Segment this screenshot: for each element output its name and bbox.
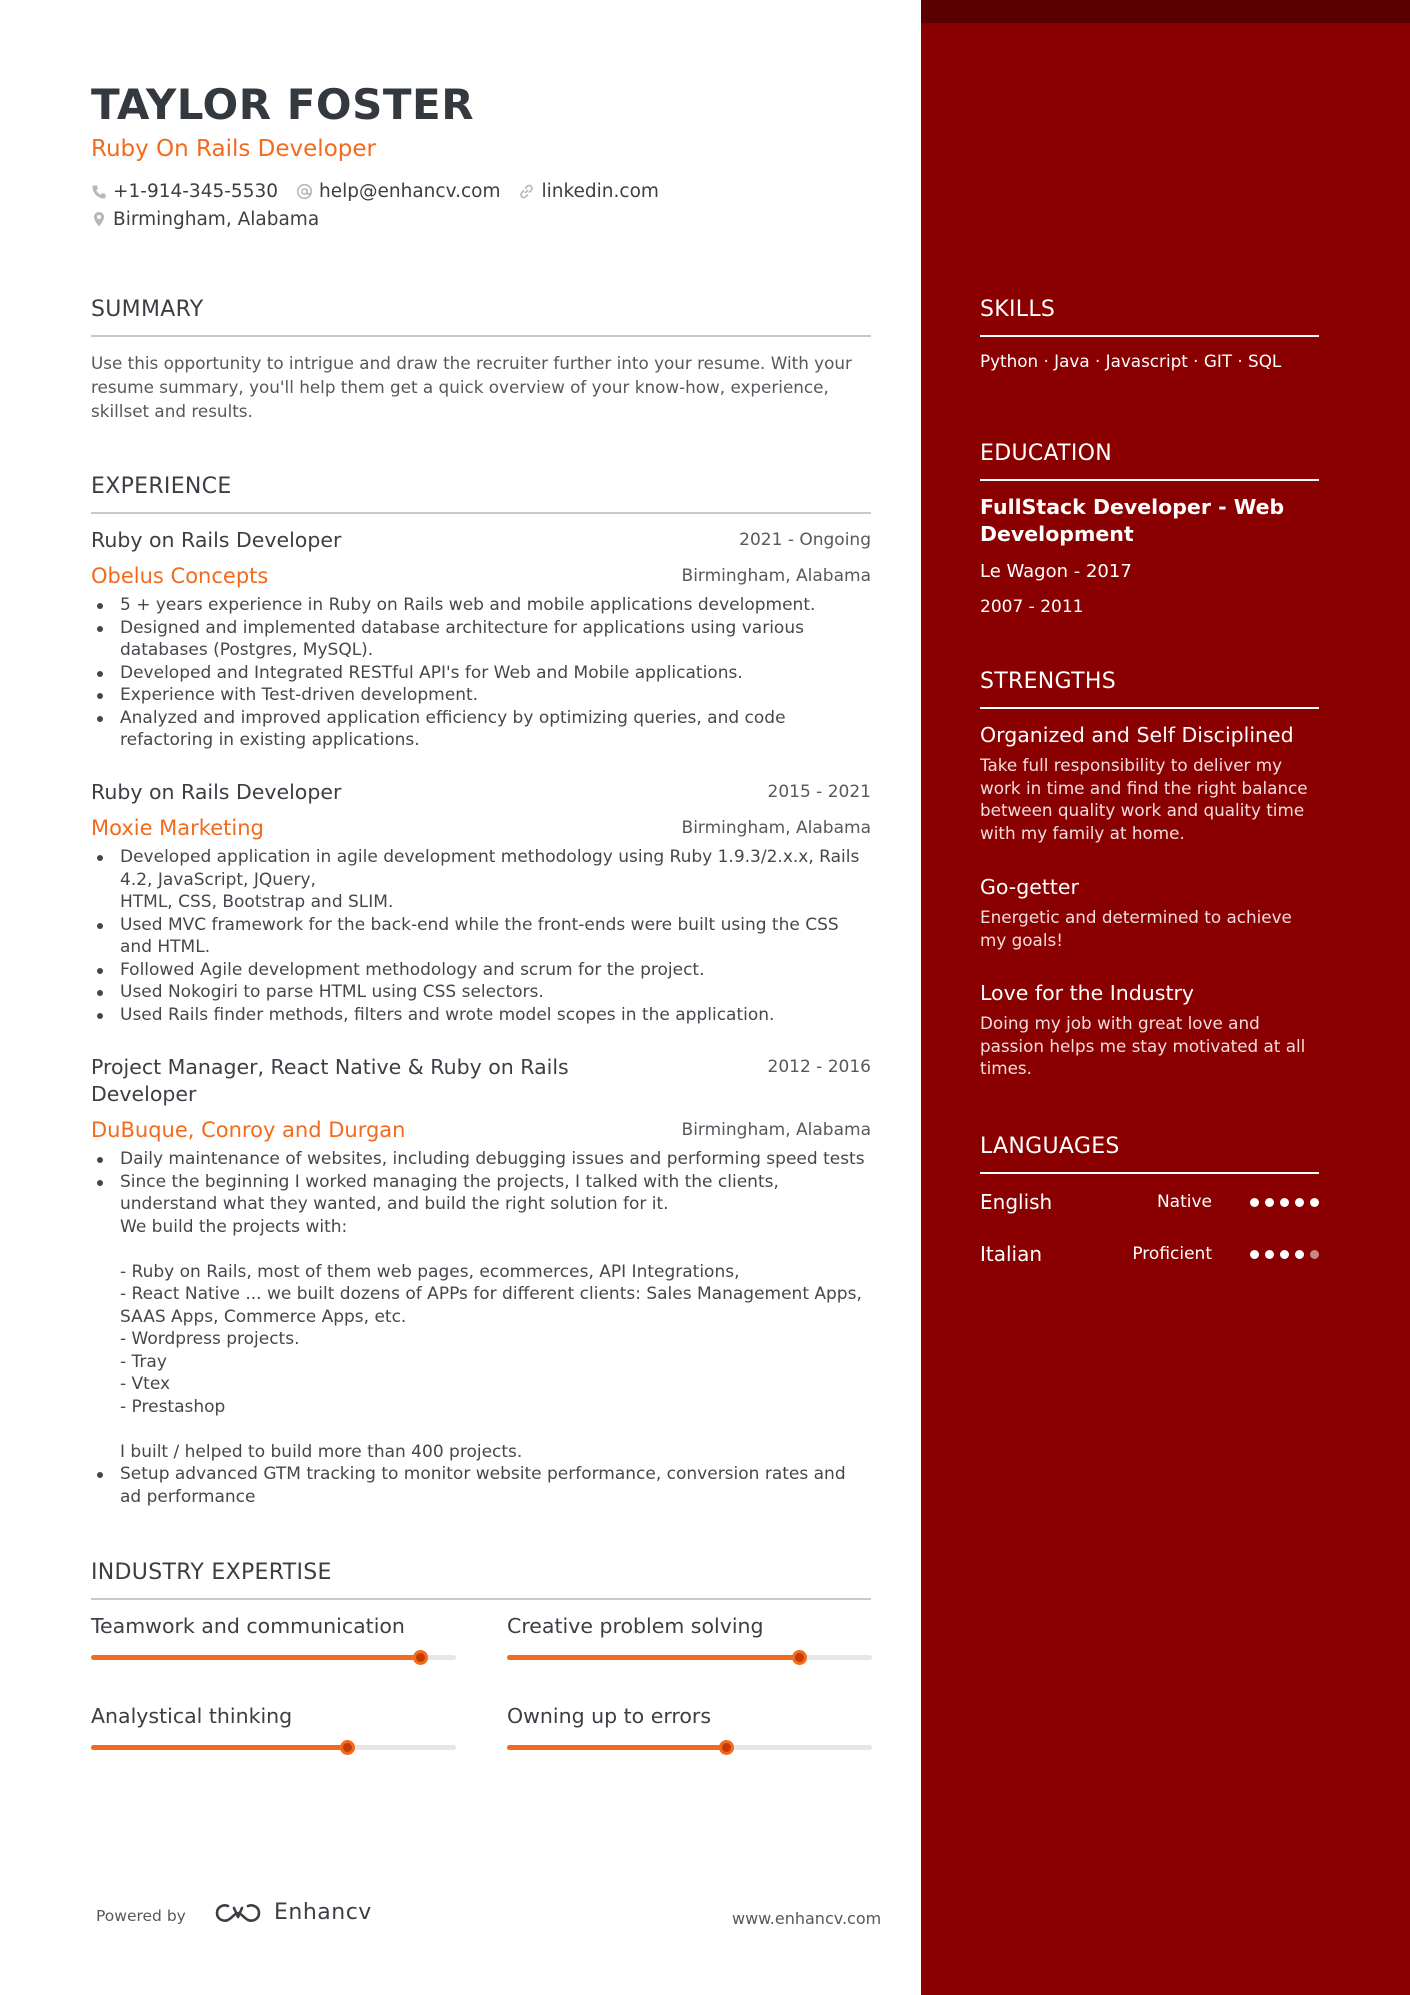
strength-title: Organized and Self Disciplined <box>980 723 1294 747</box>
job-company: Moxie Marketing <box>91 816 264 840</box>
contact-phone <box>91 181 278 202</box>
job-bullet: Designed and implemented database architecture for applications using various databases (Postgres, MySQL). <box>91 617 871 662</box>
summary-divider <box>91 335 871 337</box>
job-entry <box>91 1054 871 1508</box>
expertise-item <box>507 1703 872 1750</box>
expertise-handle <box>340 1740 355 1755</box>
language-name: English <box>980 1190 1053 1214</box>
job-bullets <box>91 594 871 752</box>
languages-divider <box>980 1172 1319 1174</box>
language-item <box>980 1188 1319 1216</box>
enhancv-logo[interactable] <box>214 1900 372 1925</box>
job-bullet: Since the beginning I worked managing the projects, I talked with the clients, understand what they wanted, and build the right solution for it. We build the projects with: - Ruby on Rails, most of them web pages, ecommerces, API Integrations, - React Native ... we built dozens of APPs for different clients: Sales Management Apps, SAAS Apps, Commerce Apps, etc. - Wordpress projects. - Tray - Vtex - Prestashop I built / helped to build more than 400 projects. <box>91 1171 871 1464</box>
job-bullet: Used Nokogiri to parse HTML using CSS selectors. <box>91 981 871 1004</box>
experience-heading: EXPERIENCE <box>91 474 232 499</box>
rating-dot <box>1295 1250 1304 1259</box>
enhancv-logo-icon <box>214 1901 262 1925</box>
linkedin-text[interactable]: linkedin.com <box>541 181 659 202</box>
location-pin-icon <box>91 211 107 228</box>
language-level: Proficient <box>1132 1244 1212 1264</box>
phone-icon <box>91 184 107 200</box>
expertise-fill <box>91 1745 347 1750</box>
rating-dot <box>1250 1250 1259 1259</box>
job-entry <box>91 527 871 752</box>
contact-email <box>296 181 500 202</box>
expertise-item <box>91 1613 456 1660</box>
expertise-divider <box>91 1598 871 1600</box>
job-bullet: 5 + years experience in Ruby on Rails web and mobile applications development. <box>91 594 871 617</box>
footer-url[interactable]: www.enhancv.com <box>732 1909 882 1928</box>
job-company: DuBuque, Conroy and Durgan <box>91 1118 406 1142</box>
job-dates: 2021 - Ongoing <box>739 530 871 550</box>
expertise-handle <box>719 1740 734 1755</box>
summary-text: Use this opportunity to intrigue and draw the recruiter further into your resume. With your resume summary, you'll help them get a quick overview of your know-how, experience, skillset and results. <box>91 353 852 421</box>
language-level: Native <box>1156 1192 1212 1212</box>
phone-text: +1-914-345-5530 <box>113 181 279 202</box>
strength-desc: Doing my job with great love and passion helps me stay motivated at all times. <box>980 1013 1306 1078</box>
expertise-fill <box>507 1655 799 1660</box>
language-rating <box>1244 1250 1319 1259</box>
rating-dot <box>1280 1198 1289 1207</box>
expertise-handle <box>413 1650 428 1665</box>
rating-dot <box>1295 1198 1304 1207</box>
rating-dot <box>1250 1198 1259 1207</box>
rating-dot <box>1265 1198 1274 1207</box>
expertise-track <box>91 1655 456 1660</box>
strength-title: Go-getter <box>980 875 1079 899</box>
expertise-fill <box>507 1745 726 1750</box>
strength-desc: Energetic and determined to achieve my goals! <box>980 907 1292 950</box>
location-text: Birmingham, Alabama <box>113 209 320 230</box>
skills-heading: SKILLS <box>980 297 1056 322</box>
strength-title: Love for the Industry <box>980 981 1195 1005</box>
contact-row-2 <box>91 209 337 230</box>
job-bullet: Experience with Test-driven development. <box>91 684 871 707</box>
contact-linkedin <box>518 181 658 202</box>
education-dates: 2007 - 2011 <box>980 597 1084 617</box>
job-bullet: Developed application in agile development methodology using Ruby 1.9.3/2.x.x, Rails 4.2, JavaScript, JQuery, HTML, CSS, Bootstrap and SLIM. <box>91 846 871 914</box>
job-dates: 2012 - 2016 <box>767 1057 871 1077</box>
education-divider <box>980 479 1319 481</box>
language-rating <box>1244 1198 1319 1207</box>
language-name: Italian <box>980 1242 1043 1266</box>
job-location: Birmingham, Alabama <box>681 566 871 586</box>
expertise-label: Analystical thinking <box>91 1704 293 1728</box>
expertise-label: Owning up to errors <box>507 1704 712 1728</box>
contact-row-1 <box>91 181 677 202</box>
sidebar <box>921 0 1410 1995</box>
rating-dot <box>1265 1250 1274 1259</box>
expertise-track <box>507 1745 872 1750</box>
strength-item <box>980 874 1319 951</box>
sidebar-top-bar <box>921 0 1410 23</box>
job-title: Ruby on Rails Developer <box>91 528 342 552</box>
education-school: Le Wagon - 2017 <box>980 561 1132 582</box>
footer-powered-by: Powered by <box>96 1907 186 1925</box>
link-icon <box>518 183 535 200</box>
job-company: Obelus Concepts <box>91 564 269 588</box>
job-bullet: Setup advanced GTM tracking to monitor website performance, conversion rates and ad performance <box>91 1463 871 1508</box>
strength-desc: Take full responsibility to deliver my work in time and find the right balance between quality work and quality time with my family at home. <box>980 755 1308 843</box>
job-title: Ruby on Rails Developer <box>91 780 342 804</box>
expertise-label: Teamwork and communication <box>91 1614 405 1638</box>
expertise-item <box>507 1613 872 1660</box>
strengths-heading: STRENGTHS <box>980 669 1116 694</box>
summary-heading: SUMMARY <box>91 297 204 322</box>
languages-heading: LANGUAGES <box>980 1134 1120 1159</box>
rating-dot <box>1310 1250 1319 1259</box>
expertise-heading: INDUSTRY EXPERTISE <box>91 1560 332 1585</box>
job-location: Birmingham, Alabama <box>681 818 871 838</box>
job-entry <box>91 779 871 1026</box>
language-item <box>980 1240 1319 1268</box>
candidate-title: Ruby On Rails Developer <box>91 136 376 162</box>
job-dates: 2015 - 2021 <box>767 782 871 802</box>
education-degree: FullStack Developer - Web Development <box>980 495 1285 546</box>
strength-item <box>980 722 1319 844</box>
job-bullet: Developed and Integrated RESTful API's for Web and Mobile applications. <box>91 662 871 685</box>
skills-divider <box>980 335 1319 337</box>
expertise-handle <box>792 1650 807 1665</box>
expertise-track <box>91 1745 456 1750</box>
expertise-item <box>91 1703 456 1750</box>
expertise-label: Creative problem solving <box>507 1614 764 1638</box>
job-bullet: Followed Agile development methodology and scrum for the project. <box>91 959 871 982</box>
rating-dot <box>1280 1250 1289 1259</box>
contact-location <box>91 209 319 230</box>
enhancv-logo-text: Enhancv <box>274 1900 372 1925</box>
email-text[interactable]: help@enhancv.com <box>319 181 501 202</box>
rating-dot <box>1310 1198 1319 1207</box>
strength-item <box>980 980 1319 1080</box>
job-bullet: Used Rails finder methods, filters and wrote model scopes in the application. <box>91 1004 871 1027</box>
job-location: Birmingham, Alabama <box>681 1120 871 1140</box>
at-icon <box>296 183 313 200</box>
education-heading: EDUCATION <box>980 441 1113 466</box>
job-bullets <box>91 1148 871 1508</box>
job-bullet: Analyzed and improved application efficiency by optimizing queries, and code refactoring in existing applications. <box>91 707 871 752</box>
expertise-fill <box>91 1655 420 1660</box>
skills-list: Python · Java · Javascript · GIT · SQL <box>980 351 1282 371</box>
job-title: Project Manager, React Native & Ruby on Rails Developer <box>91 1055 569 1106</box>
job-bullets <box>91 846 871 1026</box>
strengths-divider <box>980 707 1319 709</box>
candidate-name: TAYLOR FOSTER <box>91 80 475 129</box>
job-bullet: Daily maintenance of websites, including debugging issues and performing speed tests <box>91 1148 871 1171</box>
expertise-track <box>507 1655 872 1660</box>
job-bullet: Used MVC framework for the back-end while the front-ends were built using the CSS and HTML. <box>91 914 871 959</box>
experience-divider <box>91 512 871 514</box>
